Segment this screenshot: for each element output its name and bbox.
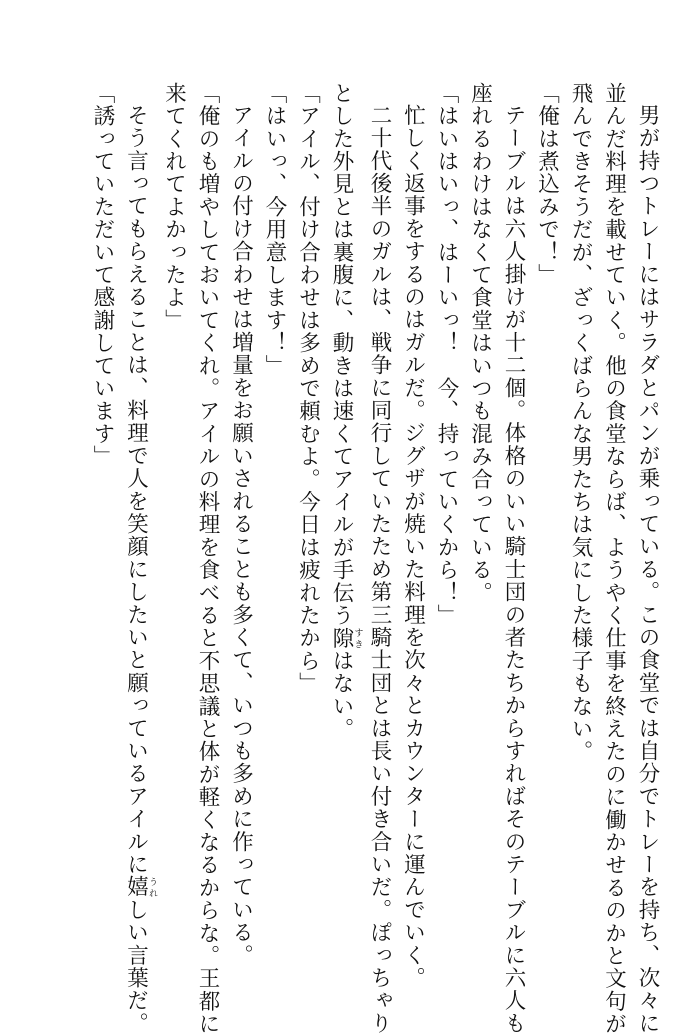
line-text: 男が持つトレーにはサラダとパンが乗っている。この食堂では自分でトレーを持ち、次々に [635,103,660,1035]
line-text: 「俺は煮込みで！」 [534,82,560,287]
ruby-base: 嬉 [123,875,149,899]
vertical-text-block [86,82,665,1035]
line-text: 「はいっ、今用意します！」 [262,82,287,378]
text-line [497,82,531,1035]
ruby-reading: うれ [147,875,157,899]
text-line [530,82,564,962]
line-text: 座れるわけはなくて食堂はいつも混み合っている。 [467,82,493,605]
text-line [258,82,292,962]
text-line [597,82,631,1035]
text-line [191,82,225,1035]
line-text: 「はいはいっ、はーいっ！ 今、持っていくから！」 [434,82,459,627]
line-text: 「誘っていただいて感謝しています」 [90,82,115,468]
line-text: アイルの付け合わせは増量をお願いされることも多くて、いつも多めに作っている。 [228,103,254,967]
text-line [325,82,363,962]
text-line [157,82,191,962]
line-text: 「俺のも増やしておいてくれ。アイルの料理を食べると不思議と体が軽くなるからな。王都に [195,82,220,1035]
line-text-after: しい言葉だ。 [123,898,149,1035]
text-line [291,82,325,962]
text-line [224,82,258,967]
line-text: そう言ってもらえることは、料理で人を笑顔にしたいと願っているアイルに [123,103,149,876]
text-line [119,82,157,1035]
text-line [86,82,120,962]
ruby-base: 隙 [329,626,354,650]
line-text: 並んだ料理を載せていく。他の食堂ならば、ようやく仕事を終えたのに働かせるのかと文句が [601,82,627,1035]
text-line [564,82,598,962]
line-text: 二十代後半のガルは、戦争に同行していたため第三騎士団とは長い付き合いだ。ぽっちゃり [367,103,392,1035]
line-text: 忙しく返事をするのはガルだ。ジグザが焼いた料理を次々とカウンターに運んでいく。 [400,103,426,989]
line-text: 来てくれてよかったよ」 [161,82,187,332]
line-text: 「アイル、付け合わせは多めで頼むよ。今日は疲れたから」 [295,82,321,695]
line-text: テーブルは六人掛けが十二個。体格のいい騎士団の者たちからすればそのテーブルに六人も [501,103,526,1035]
line-text: 飛んできそうだが、ざっくばらんな男たちは気にした様子もない。 [568,82,593,763]
text-line [631,82,665,1035]
ruby-reading: すき [352,626,363,650]
text-line [396,82,430,989]
text-line [463,82,497,962]
ruby-annotation [123,875,157,899]
text-line [430,82,464,962]
text-line [363,82,397,1035]
line-text-after: はない。 [329,649,354,741]
line-text: とした外見とは裏腹に、動きは速くてアイルが手伝う [329,82,354,627]
ruby-annotation [329,626,363,650]
